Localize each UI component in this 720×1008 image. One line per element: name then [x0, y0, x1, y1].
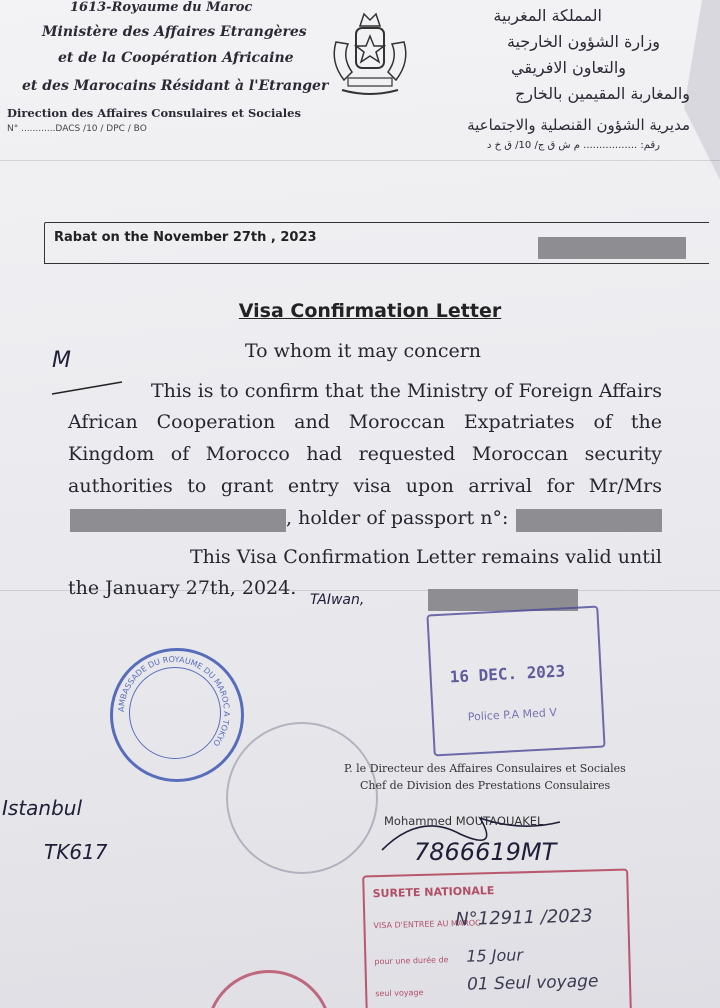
signature-line1: P. le Directeur des Affaires Consulaires et Sociales [344, 762, 626, 775]
header-fr-line: Ministère des Affaires Etrangères [42, 24, 307, 40]
validity-line: This Visa Confirmation Letter remains valid until [189, 546, 662, 568]
body-line: African Cooperation and Moroccan Expatriates of the [68, 411, 662, 433]
header-ar-line: المملكة المغربية [493, 6, 602, 25]
validity-line: the January 27th, 2024. [68, 577, 297, 599]
handwritten-entry-number: N°12911 /2023 [455, 905, 593, 931]
surete-title: SURETE NATIONALE [372, 884, 495, 901]
header-fr-line: 1613-Royaume du Maroc [70, 0, 253, 15]
body-line: authorities to grant entry visa upon arrival for Mr/Mrs [68, 475, 662, 497]
handwritten-days: 15 Jour [466, 945, 524, 966]
police-stamp-sub: Police P.A Med V [467, 705, 558, 724]
signatory-name: Mohammed MOUTAOUAKEL [384, 814, 544, 828]
handwritten-country: TAIwan, [310, 592, 365, 608]
header-fr-line: et des Marocains Résidant à l'Etranger [22, 78, 329, 94]
handwritten-voyage: 01 Seul voyage [466, 971, 599, 995]
embassy-seal-ring [110, 648, 238, 776]
body-line: , holder of passport n°: [286, 507, 509, 529]
handwritten-city: Istanbul [2, 796, 83, 820]
surete-nationale-stamp [362, 869, 632, 1008]
handwritten-flight: TK617 [44, 840, 108, 864]
header-ar-direction: مديرية الشؤون القنصلية والاجتماعية [467, 116, 690, 134]
embassy-seal-stamp [110, 648, 244, 782]
body-line: This is to confirm that the Ministry of Foreign Affairs [150, 380, 662, 402]
police-round-stamp [206, 970, 332, 1008]
svg-text:AMBASSADE DU ROYAUME DU MAROC [117, 655, 231, 748]
letter-date: Rabat on the November 27th , 2023 [54, 230, 317, 245]
header-fr-direction: Direction des Affaires Consulaires et Sociales [7, 106, 301, 120]
police-entry-stamp [426, 606, 605, 757]
redacted-passport-number [516, 509, 662, 532]
header-fr-ref: N° ............DACS /10 / DPC / BO [7, 124, 147, 134]
header-fr-line: et de la Coopération Africaine [58, 50, 294, 66]
police-stamp-date: 16 DEC. 2023 [449, 661, 566, 687]
salutation: To whom it may concern [244, 340, 482, 362]
embassy-seal-text: AMBASSADE DU ROYAUME DU MAROC A TOKYO [116, 654, 232, 748]
surete-voyage: seul voyage [375, 987, 424, 999]
redacted-name [70, 509, 286, 532]
handwritten-mark: M [52, 348, 71, 373]
handwritten-serial: 7866619MT [414, 838, 557, 866]
signature-line2: Chef de Division des Prestations Consulaires [360, 779, 611, 792]
paper-fold [0, 160, 720, 161]
header-ar-line: وزارة الشؤون الخارجية [506, 32, 660, 51]
coat-of-arms-emblem [322, 2, 418, 98]
letter-title: Visa Confirmation Letter [238, 300, 502, 322]
body-line: Kingdom of Morocco had requested Moroccan security [68, 443, 662, 465]
handwritten-stroke [50, 380, 124, 400]
redacted-reference [538, 237, 686, 259]
header-ar-ref: رقم: ................. م ش ق ج/ 10/ ق خ د [486, 140, 660, 151]
faded-round-stamp [226, 722, 378, 874]
surete-validity: pour une durée de [374, 955, 449, 967]
header-ar-line: والتعاون الافريقي [511, 58, 626, 77]
header-ar-line: والمغاربة المقيمين بالخارج [514, 84, 690, 103]
surete-entry: VISA D'ENTREE AU MAROC [373, 918, 481, 931]
